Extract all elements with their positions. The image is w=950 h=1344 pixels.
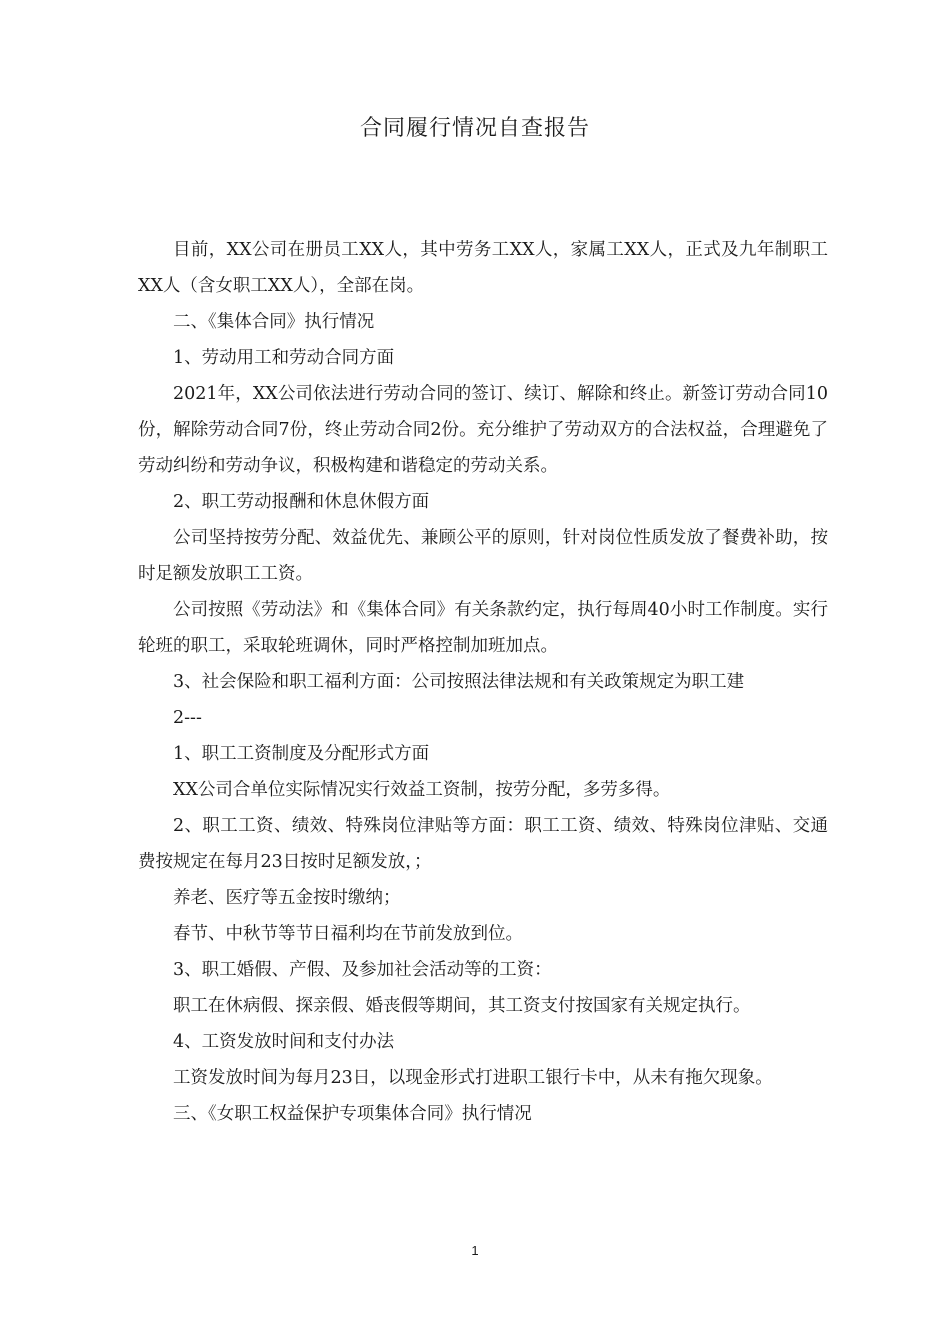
document-body (138, 232, 828, 1132)
paragraph-staff-overview: 目前，XX公司在册员工XX人，其中劳务工XX人，家属工XX人，正式及九年制职工XX人（含女职工XX人），全部在岗。 (138, 240, 828, 296)
section-marker: 2--- (173, 708, 202, 728)
heading-female-worker-contract: 三、《女职工权益保护专项集体合同》执行情况 (173, 1104, 532, 1124)
paragraph-labor-contract: 2021年，XX公司依法进行劳动合同的签订、续订、解除和终止。新签订劳动合同10份，解除劳动合同7份，终止劳动合同2份。充分维护了劳动双方的合法权益，合理避免了劳动纠纷和劳动争议，积极构建和谐稳定的劳动关系。 (138, 384, 828, 476)
subheading-labor-contract: 1、劳动用工和劳动合同方面 (173, 348, 395, 368)
paragraph-insurance-payment: 养老、医疗等五金按时缴纳； (173, 888, 401, 908)
subheading-pay-schedule: 4、工资发放时间和支付办法 (173, 1032, 395, 1052)
paragraph-pay-schedule: 工资发放时间为每月23日，以现金形式打进职工银行卡中，从未有拖欠现象。 (173, 1068, 773, 1088)
paragraph-working-hours: 公司按照《劳动法》和《集体合同》有关条款约定，执行每周40小时工作制度。实行轮班的职工，采取轮班调休，同时严格控制加班加点。 (138, 600, 828, 656)
paragraph-allowances: 2、职工工资、绩效、特殊岗位津贴等方面：职工工资、绩效、特殊岗位津贴、交通费按规定在每月23日按时足额发放，； (138, 816, 828, 872)
heading-collective-contract: 二、《集体合同》执行情况 (173, 312, 375, 332)
page-number: 1 (471, 1243, 479, 1258)
paragraph-leave-wages: 职工在休病假、探亲假、婚丧假等期间，其工资支付按国家有关规定执行。 (173, 996, 751, 1016)
subheading-leave-wages: 3、职工婚假、产假、及参加社会活动等的工资： (173, 960, 552, 980)
document-title: 合同履行情况自查报告 (359, 116, 590, 141)
paragraph-wage-system: XX公司合单位实际情况实行效益工资制，按劳分配，多劳多得。 (173, 780, 671, 800)
subheading-wage-system: 1、职工工资制度及分配形式方面 (173, 744, 430, 764)
paragraph-distribution-principle: 公司坚持按劳分配、效益优先、兼顾公平的原则，针对岗位性质发放了餐费补助，按时足额发放职工工资。 (138, 528, 828, 584)
paragraph-holiday-benefits: 春节、中秋节等节日福利均在节前发放到位。 (173, 924, 523, 944)
subheading-pay-and-leave: 2、职工劳动报酬和休息休假方面 (173, 492, 430, 512)
subheading-social-insurance: 3、社会保险和职工福利方面：公司按照法律法规和有关政策规定为职工建 (173, 672, 745, 692)
